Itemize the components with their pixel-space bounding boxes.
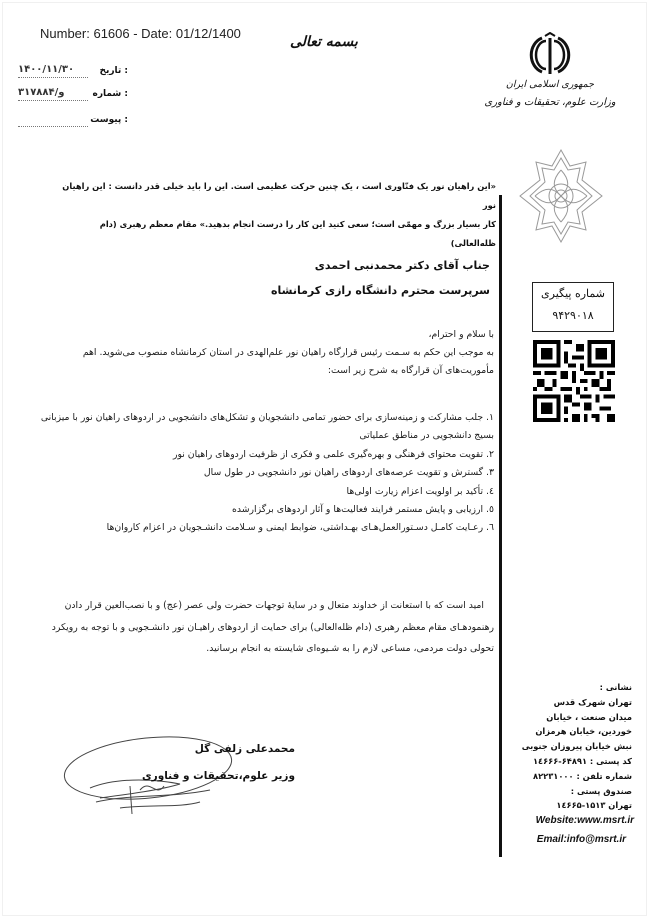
islamic-ornament-icon xyxy=(518,148,604,244)
leader-quote xyxy=(56,177,496,253)
postal-code: کد پستی : ۶۴۸۹۱-۱٤۶۶۶ xyxy=(532,755,632,766)
ministry-name: وزارت علوم، تحقیقات و فناوری xyxy=(484,97,616,108)
address-line: نبش خیابان پیروزان جنوبی xyxy=(521,741,632,752)
address-line: تهران شهرک قدس xyxy=(553,696,632,707)
mission-item: ۱. جلب مشارکت و زمینه‌سازی برای حضور تمامی دانشجویان و تشکل‌های دانشجویی در اردوهای راهیان نور با میزبانی بسیج دانشجویی در مناطق عملیاتی xyxy=(40,412,494,442)
margin-divider-line xyxy=(499,195,502,857)
mission-item: ٤. تأکید بر اولویت اعزام زیارت اولی‌ها xyxy=(346,485,494,497)
attachment-value xyxy=(18,113,88,127)
closing-paragraph: امید است که با استعانت از خداوند متعال و در سایۀ توجهات حضرت ولی عصر (عج) و با نصب‌العین قرار دادن رهنمودهـای مقام معظم رهبری (دام ظله‌العالی) برای حمایت از اردوهای راهیـان نور دانشـجویی و با توجه به رویکرد تحولی دولت مردمی، مساعی لازم را به شـیوه‌ای شایسته به انجام برسانید. xyxy=(51,600,494,654)
address-line: خوردین، خیابان هرمزان xyxy=(535,726,632,737)
recipient-title: سرپرست محترم دانشگاه رازی کرمانشاه xyxy=(271,284,490,297)
intro-paragraph: به موجب این حکم به سـمت رئیس قرارگاه راهیان نور علم‌الهدی در استان کرمانشاه منصوب می‌شوید. اهم مأموریت‌های آن قرارگاه به شرح زیر است: xyxy=(82,347,494,377)
letter-number-stamp: Number: 61606 - Date: 01/12/1400 xyxy=(40,26,241,41)
tracking-number-box xyxy=(532,282,614,332)
tracking-number: ۹۴۲۹۰۱۸ xyxy=(552,309,594,322)
recipient-name: جناب آقای دکتر محمدنبی احمدی xyxy=(314,259,490,272)
po-box-label: صندوق پستی : xyxy=(570,785,632,796)
mission-item: ۳. گسترش و تقویت عرصه‌های اردوهای راهیان نور دانشجویی در طول سال xyxy=(203,467,494,479)
mission-list xyxy=(32,409,494,538)
signatory-title: وزیر علوم،تحقیقات و فناوری xyxy=(142,770,295,782)
mission-item: ٥. ارزیابی و پایش مستمر فرایند فعالیت‌ها و آثار اردوهای برگزارشده xyxy=(231,504,494,516)
date-value: ۱۴۰۰/۱۱/۳۰ xyxy=(18,64,88,78)
po-box-value: تهران ۱۵۱۳-۱٤۶۶۵ xyxy=(556,800,632,811)
iran-emblem-icon xyxy=(524,32,576,76)
address-label: نشانی : xyxy=(599,682,632,692)
signatory-name: محمدعلی زلفی گل xyxy=(194,743,295,755)
basmala-heading: بسمه تعالی xyxy=(290,34,358,50)
number-label: شماره : xyxy=(92,89,128,99)
mission-item: ٦. رعـایت کامـل دسـتورالعمل‌هـای بهـداشتی، ضوابط ایمنی و سـلامت دانشـجویان در اعزام کاروان‌ها xyxy=(106,522,494,534)
email-link[interactable]: Email:info@msrt.ir xyxy=(536,834,626,845)
mission-item: ۲. تقویت محتوای فرهنگی و بهره‌گیری علمی و فکری از ظرفیت اردوهای راهیان نور xyxy=(172,448,494,460)
website-link[interactable]: Website:www.msrt.ir xyxy=(535,815,634,826)
date-row xyxy=(18,64,128,80)
attachment-label: پیوست : xyxy=(90,115,128,125)
date-label: تاریخ : xyxy=(99,66,128,76)
ministry-address xyxy=(510,680,632,813)
address-line: میدان صنعت ، خیابان xyxy=(546,711,632,722)
number-value: ۳۱۷۸۸۴/و xyxy=(18,87,88,101)
number-row xyxy=(18,87,128,103)
republic-name: جمهوری اسلامی ایران xyxy=(505,79,595,90)
quote-line-1: «این راهیان نور یک فنّاوری است ، یک چنین حرکت عظیمی است. این را باید خیلی قدر دانست : این راهیان نور xyxy=(62,181,496,210)
quote-line-2: کار بسیار بزرگ و مهمّی است؛ سعی کنید این کار را درست انجام بدهید.» مقام معظم رهبری (دام ظله‌العالی) xyxy=(99,219,496,248)
tracking-label: شماره پیگیری xyxy=(541,287,605,300)
attachment-row xyxy=(18,113,128,129)
greeting: با سلام و احترام، xyxy=(428,329,494,340)
qr-code-icon[interactable] xyxy=(532,340,616,422)
phone-number: شماره تلفن : ۸۲۲۳۱۰۰۰ xyxy=(533,770,632,781)
